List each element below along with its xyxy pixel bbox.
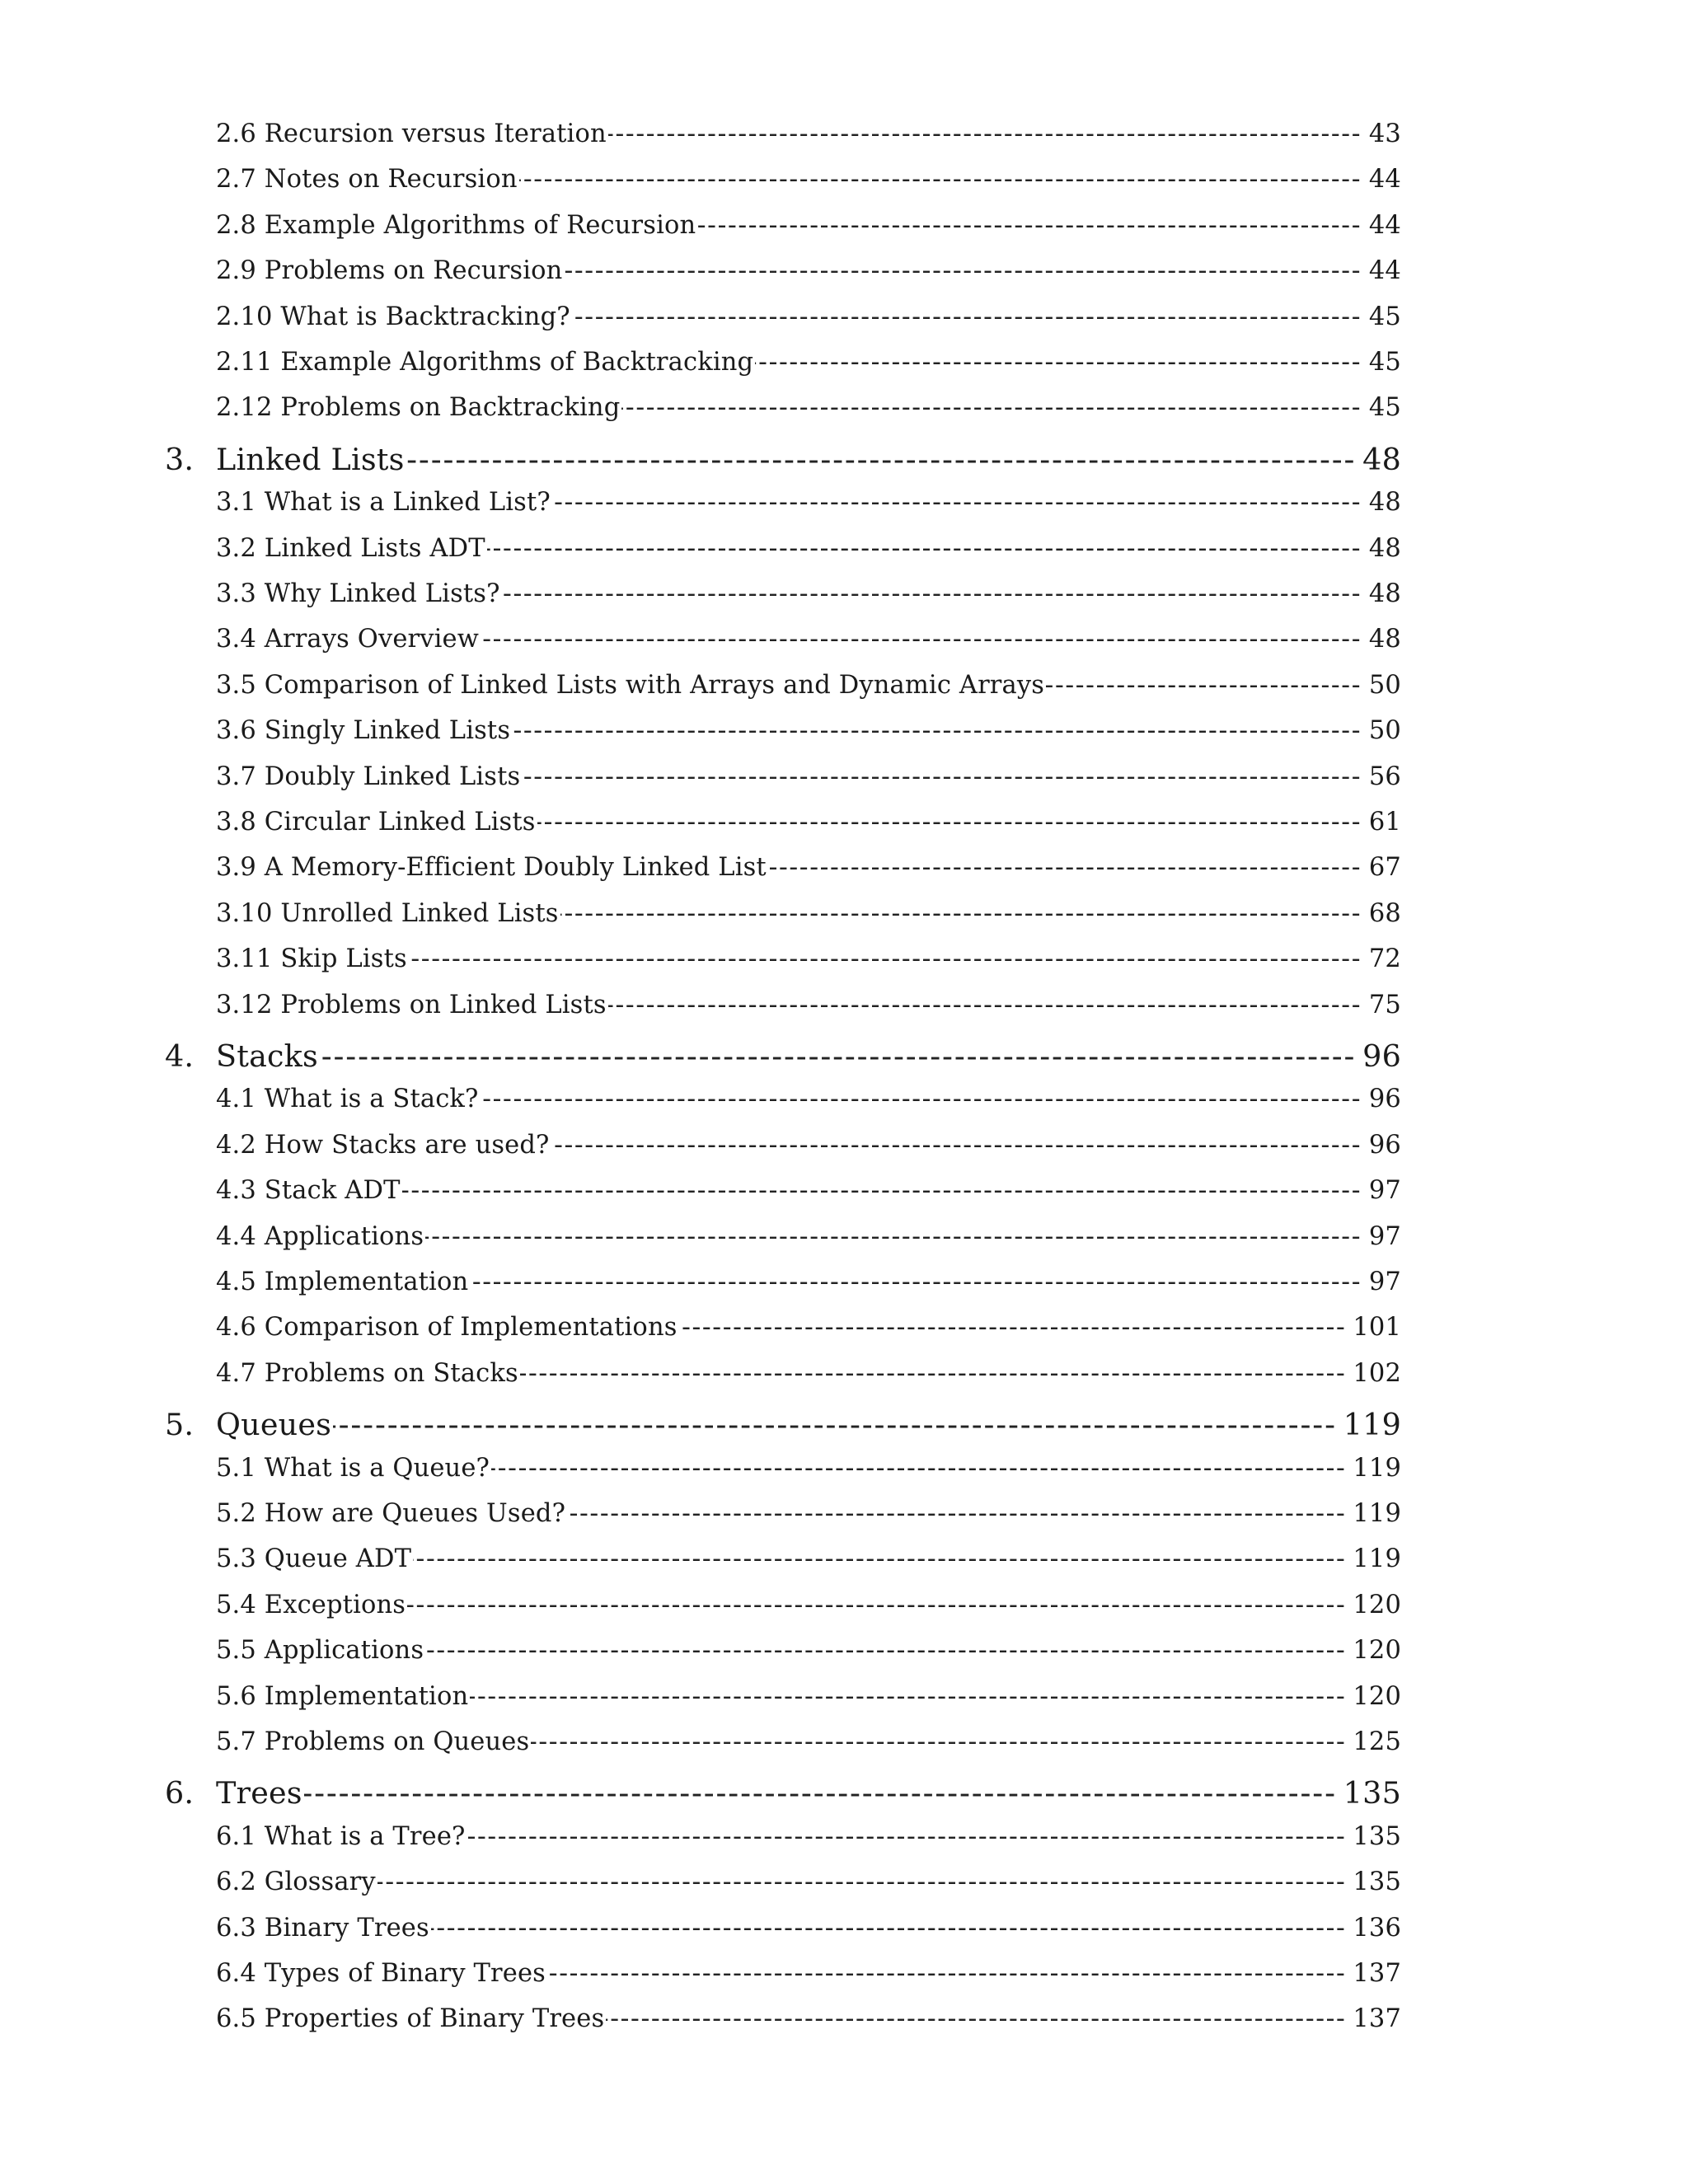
toc-page-number: 67: [1368, 853, 1401, 883]
toc-page-number: 137: [1353, 1959, 1401, 1989]
toc-section-entry[interactable]: [165, 1910, 1401, 1955]
toc-section-entry[interactable]: [165, 1540, 1401, 1586]
toc-entry-title: 4.1 What is a Stack?: [216, 1085, 479, 1114]
toc-dot-leader: [551, 1127, 1362, 1165]
toc-section-entry[interactable]: [165, 1309, 1401, 1354]
toc-section-entry[interactable]: [165, 758, 1401, 804]
toc-entry-title: 4.7 Problems on Stacks: [216, 1358, 518, 1388]
toc-section-entry[interactable]: [165, 804, 1401, 849]
toc-page-number: 119: [1343, 1407, 1401, 1443]
toc-section-entry[interactable]: [165, 252, 1401, 298]
toc-dot-leader: [537, 804, 1362, 841]
toc-page-number: 75: [1368, 990, 1401, 1019]
toc-page-number: 48: [1368, 625, 1401, 654]
toc-page-number: 61: [1368, 807, 1401, 837]
toc-entry-title: 5.4 Exceptions: [216, 1590, 406, 1619]
toc-section-entry[interactable]: [165, 484, 1401, 529]
toc-section-entry[interactable]: [165, 298, 1401, 344]
toc-section-entry[interactable]: [165, 1723, 1401, 1769]
toc-section-entry[interactable]: [165, 1863, 1401, 1909]
toc-section-entry[interactable]: [165, 1263, 1401, 1309]
toc-page-number: 50: [1368, 670, 1401, 700]
toc-entry-title: 4.3 Stack ADT: [216, 1176, 401, 1206]
toc-entry-title: 5.5 Applications: [216, 1636, 424, 1666]
toc-chapter-number: 4.: [165, 1038, 195, 1074]
toc-page-number: 119: [1353, 1453, 1401, 1483]
toc-chapter-entry[interactable]: [165, 1400, 1401, 1450]
toc-entry-title: 4.2 How Stacks are used?: [216, 1130, 550, 1160]
toc-page-number: 125: [1353, 1727, 1401, 1756]
toc-dot-leader: [333, 1400, 1337, 1450]
toc-entry-title: 2.6 Recursion versus Iteration: [216, 120, 607, 148]
toc-entry-title: 6.2 Glossary: [216, 1868, 376, 1897]
toc-section-entry[interactable]: [165, 667, 1401, 712]
toc-section-entry[interactable]: [165, 1678, 1401, 1723]
toc-dot-leader: [608, 987, 1362, 1024]
toc-dot-leader: [1046, 667, 1362, 705]
toc-section-entry[interactable]: [165, 1218, 1401, 1263]
toc-page-number: 96: [1368, 1085, 1401, 1114]
toc-entry-title: 3.10 Unrolled Linked Lists: [216, 898, 559, 928]
toc-section-entry[interactable]: [165, 621, 1401, 666]
toc-entry-title: 3.8 Circular Linked Lists: [216, 807, 536, 837]
toc-dot-leader: [522, 758, 1362, 796]
toc-page-number: 48: [1368, 533, 1401, 563]
toc-entry-title: 2.11 Example Algorithms of Backtracking: [216, 347, 754, 377]
toc-section-entry[interactable]: [165, 1495, 1401, 1540]
toc-dot-leader: [606, 2000, 1346, 2038]
toc-dot-leader: [487, 530, 1362, 568]
toc-dot-leader: [481, 621, 1362, 658]
toc-entry-title: 3.4 Arrays Overview: [216, 625, 480, 654]
toc-entry-title: 3.12 Problems on Linked Lists: [216, 990, 607, 1019]
toc-section-entry[interactable]: [165, 1632, 1401, 1677]
toc-page-number: 119: [1353, 1544, 1401, 1574]
toc-chapter-entry[interactable]: [165, 435, 1401, 485]
toc-dot-leader: [520, 1355, 1347, 1393]
toc-entry-title: 4.5 Implementation: [216, 1267, 469, 1296]
toc-dot-leader: [560, 895, 1362, 933]
toc-dot-leader: [768, 849, 1362, 887]
toc-section-entry[interactable]: [165, 207, 1401, 252]
toc-section-entry[interactable]: [165, 1955, 1401, 2000]
toc-page-number: 135: [1353, 1868, 1401, 1897]
toc-dot-leader: [531, 1723, 1346, 1761]
toc-dot-leader: [697, 207, 1362, 245]
toc-section-entry[interactable]: [165, 115, 1401, 161]
toc-section-entry[interactable]: [165, 1127, 1401, 1172]
toc-section-entry[interactable]: [165, 1586, 1401, 1632]
toc-section-entry[interactable]: [165, 1355, 1401, 1400]
toc-entry-title: 2.8 Example Algorithms of Recursion: [216, 210, 696, 240]
toc-dot-leader: [572, 298, 1362, 336]
toc-dot-leader: [679, 1309, 1347, 1347]
toc-dot-leader: [552, 484, 1362, 522]
toc-page-number: 50: [1368, 716, 1401, 746]
toc-section-entry[interactable]: [165, 1172, 1401, 1217]
toc-page-number: 135: [1343, 1775, 1401, 1811]
toc-dot-leader: [377, 1863, 1347, 1901]
toc-page-number: 137: [1353, 2004, 1401, 2034]
toc-page-number: 96: [1368, 1130, 1401, 1160]
toc-dot-leader: [547, 1955, 1346, 1993]
toc-dot-leader: [481, 1080, 1362, 1118]
toc-entry-title: 4.4 Applications: [216, 1221, 424, 1251]
toc-dot-leader: [406, 435, 1357, 485]
toc-page-number: 44: [1368, 165, 1401, 194]
toc-section-entry[interactable]: [165, 712, 1401, 757]
toc-section-entry[interactable]: [165, 940, 1401, 986]
toc-section-entry[interactable]: [165, 849, 1401, 894]
toc-dot-leader: [621, 389, 1362, 427]
toc-section-entry[interactable]: [165, 1080, 1401, 1126]
toc-section-entry[interactable]: [165, 2000, 1401, 2046]
toc-dot-leader: [304, 1769, 1337, 1818]
toc-page-number: 97: [1368, 1221, 1401, 1251]
toc-dot-leader: [425, 1632, 1346, 1670]
toc-page-number: 120: [1353, 1590, 1401, 1619]
toc-section-entry[interactable]: [165, 344, 1401, 389]
toc-dot-leader: [470, 1678, 1346, 1716]
toc-entry-title: 5.1 What is a Queue?: [216, 1453, 490, 1483]
toc-dot-leader: [519, 161, 1362, 199]
toc-section-entry[interactable]: [165, 161, 1401, 206]
toc-section-entry[interactable]: [165, 987, 1401, 1032]
toc-page-number: 44: [1368, 210, 1401, 240]
toc-section-entry[interactable]: [165, 1450, 1401, 1495]
toc-dot-leader: [564, 252, 1362, 290]
toc-entry-title: 3.6 Singly Linked Lists: [216, 716, 511, 746]
toc-section-entry[interactable]: [165, 530, 1401, 575]
toc-dot-leader: [425, 1218, 1362, 1256]
toc-entry-title: 3.11 Skip Lists: [216, 944, 407, 974]
toc-page-number: 48: [1368, 579, 1401, 609]
toc-page-number: 119: [1353, 1499, 1401, 1529]
toc-entry-title: 3.7 Doubly Linked Lists: [216, 762, 521, 791]
toc-chapter-number: 6.: [165, 1775, 195, 1811]
toc-page-number: 135: [1353, 1821, 1401, 1851]
toc-dot-leader: [567, 1495, 1346, 1533]
toc-page-number: 97: [1368, 1267, 1401, 1296]
toc-entry-title: 2.9 Problems on Recursion: [216, 256, 563, 286]
toc-page-number: 72: [1368, 944, 1401, 974]
table-of-contents: [165, 115, 1401, 2046]
toc-section-entry[interactable]: [165, 1818, 1401, 1863]
toc-entry-title: 2.7 Notes on Recursion: [216, 165, 518, 194]
toc-page-number: 97: [1368, 1176, 1401, 1206]
toc-dot-leader: [431, 1910, 1347, 1947]
toc-page-number: 68: [1368, 898, 1401, 928]
toc-page-number: 45: [1368, 393, 1401, 423]
toc-dot-leader: [502, 575, 1362, 613]
toc-dot-leader: [512, 712, 1362, 750]
toc-entry-title: 3.3 Why Linked Lists?: [216, 579, 500, 609]
toc-entry-title: Trees: [216, 1775, 302, 1811]
toc-section-entry[interactable]: [165, 389, 1401, 434]
toc-page-number: 102: [1353, 1358, 1401, 1388]
toc-dot-leader: [467, 1818, 1347, 1856]
toc-dot-leader: [407, 1586, 1346, 1624]
toc-entry-title: 4.6 Comparison of Implementations: [216, 1313, 678, 1343]
toc-entry-title: 5.3 Queue ADT: [216, 1544, 412, 1574]
toc-dot-leader: [491, 1450, 1346, 1488]
toc-chapter-entry[interactable]: [165, 1032, 1401, 1081]
toc-page-number: 136: [1353, 1913, 1401, 1943]
toc-page-number: 45: [1368, 347, 1401, 377]
toc-section-entry[interactable]: [165, 895, 1401, 940]
toc-entry-title: 2.12 Problems on Backtracking: [216, 393, 621, 423]
toc-entry-title: Queues: [216, 1407, 332, 1443]
toc-entry-title: 6.4 Types of Binary Trees: [216, 1959, 546, 1989]
toc-entry-title: 3.2 Linked Lists ADT: [216, 533, 485, 563]
toc-page-number: 120: [1353, 1681, 1401, 1711]
toc-entry-title: 3.5 Comparison of Linked Lists with Arrays and Dynamic Arrays: [216, 670, 1045, 700]
toc-page-number: 101: [1353, 1313, 1401, 1343]
toc-dot-leader: [320, 1032, 1356, 1081]
toc-entry-title: 3.9 A Memory-Efficient Doubly Linked List: [216, 853, 767, 883]
toc-dot-leader: [608, 115, 1362, 153]
toc-page-number: 48: [1368, 488, 1401, 518]
toc-page-number: 44: [1368, 256, 1401, 286]
toc-dot-leader: [409, 940, 1362, 978]
toc-chapter-number: 3.: [165, 441, 195, 477]
toc-entry-title: Linked Lists: [216, 441, 405, 477]
toc-chapter-entry[interactable]: [165, 1769, 1401, 1818]
toc-dot-leader: [470, 1263, 1362, 1301]
toc-page-number: 120: [1353, 1636, 1401, 1666]
toc-entry-title: 2.10 What is Backtracking?: [216, 302, 570, 331]
toc-dot-leader: [413, 1540, 1346, 1578]
toc-chapter-number: 5.: [165, 1407, 195, 1443]
toc-dot-leader: [402, 1172, 1362, 1210]
toc-entry-title: Stacks: [216, 1038, 318, 1074]
toc-entry-title: 5.2 How are Queues Used?: [216, 1499, 566, 1529]
toc-entry-title: 6.3 Binary Trees: [216, 1913, 429, 1943]
toc-dot-leader: [755, 344, 1362, 382]
toc-page-number: 56: [1368, 762, 1401, 791]
toc-entry-title: 3.1 What is a Linked List?: [216, 488, 551, 518]
toc-entry-title: 6.5 Properties of Binary Trees: [216, 2004, 605, 2034]
toc-page-number: 96: [1362, 1038, 1401, 1074]
toc-page-number: 43: [1368, 120, 1401, 148]
toc-entry-title: 5.6 Implementation: [216, 1681, 469, 1711]
toc-section-entry[interactable]: [165, 575, 1401, 621]
toc-entry-title: 5.7 Problems on Queues: [216, 1727, 530, 1756]
toc-page-number: 45: [1368, 302, 1401, 331]
toc-entry-title: 6.1 What is a Tree?: [216, 1821, 466, 1851]
toc-page-number: 48: [1362, 441, 1401, 477]
